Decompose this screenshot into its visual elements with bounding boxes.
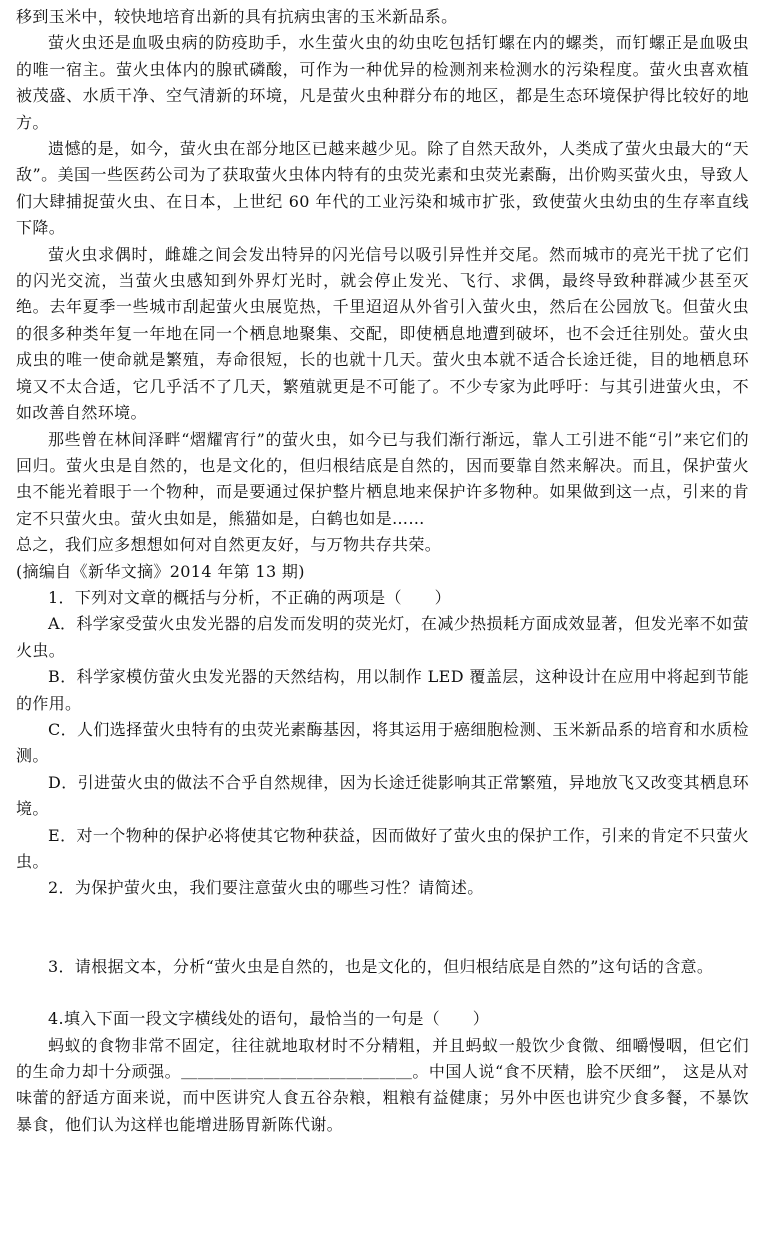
question-1-option-a: A．科学家受萤火虫发光器的启发而发明的荧光灯，在减少热损耗方面成效显著，但发光率不如萤火虫。 <box>16 614 749 660</box>
article-paragraph-4: 那些曾在林间泽畔“熠耀宵行”的萤火虫，如今已与我们渐行渐远，靠人工引进不能“引”来它们的回归。萤火虫是自然的，也是文化的，但归根结底是自然的，因而要靠自然来解决。而且，保护萤火虫不能光着眼于一个物种，而是要通过保护整片栖息地来保护许多物种。如果做到这一点，引来的肯定不只萤火虫。萤火虫如是，熊猫如是，白鹤也如是…… <box>16 429 749 528</box>
answer-space-q3 <box>16 980 749 1006</box>
answer-space-q2 <box>16 902 749 954</box>
question-1-option-e: E．对一个物种的保护必将使其它物种获益，因而做好了萤火虫的保护工作，引来的肯定不只萤火虫。 <box>16 825 749 871</box>
question-4-passage-part-a: 蚂蚁的食物非常不固定，往往就地取材时不分精粗，并且蚂蚁一般饮少食微、细嚼慢咽，但它们的生命力却十分顽强。 <box>16 1035 749 1082</box>
article-paragraph-3: 萤火虫求偶时，雌雄之间会发出特异的闪光信号以吸引异性并交尾。然而城市的亮光干扰了它们的闪光交流，当萤火虫感知到外界灯光时，就会停止发光、飞行、求偶，最终导致种群减少甚至灭绝。去年夏季一些城市刮起萤火虫展览热，千里迢迢从外省引入萤火虫，然后在公园放飞。但萤火虫的很多种类年复一年地在同一个栖息地聚集、交配，即使栖息地遭到破坏，也不会迁往别处。萤火虫成虫的唯一使命就是繁殖，寿命很短，长的也就十几天。萤火虫本就不适合长途迁徙，目的地栖息环境又不太合适，它几乎活不了几天，繁殖就更是不可能了。不少专家为此呼吁：与其引进萤火虫，不如改善自然环境。 <box>16 244 749 423</box>
question-1-option-c: C．人们选择萤火虫特有的虫荧光素酶基因，将其运用于癌细胞检测、玉米新品系的培育和水质检测。 <box>16 719 749 766</box>
question-3: 3．请根据文本，分析“萤火虫是自然的，也是文化的，但归根结底是自然的”这句话的含意。 <box>48 956 714 976</box>
question-4-passage-part-b: 。中国人说“食不厌精，脍不厌细”， 这是从对味蕾的舒适方面来说，而中医讲究人食五谷杂粮，粗粮有益健康；另外中医也讲究少食多餐，不暴饮暴食，他们认为这样也能增进肠胃新陈代谢。 <box>16 1062 749 1134</box>
question-1-stem: 1．下列对文章的概括与分析，不正确的两项是（ ） <box>48 587 451 607</box>
question-2: 2．为保护萤火虫，我们要注意萤火虫的哪些习性？请简述。 <box>48 878 484 898</box>
article-paragraph-2: 遗憾的是，如今，萤火虫在部分地区已越来越少见。除了自然天敌外，人类成了萤火虫最大的“天敌”。美国一些医药公司为了获取萤火虫体内特有的虫荧光素和虫荧光素酶，出价购买萤火虫，导致人们大肆捕捉萤火虫、在日本，上世纪 60 年代的工业污染和城市扩张，致使萤火虫幼虫的生存率直线下降。 <box>16 139 749 238</box>
question-4-stem: 4.填入下面一段文字横线处的语句，最恰当的一句是（ ） <box>48 1009 490 1029</box>
question-4-blank: ＿＿＿＿＿＿＿＿＿＿＿＿＿＿ <box>181 1062 413 1082</box>
question-4-passage <box>16 1033 749 1139</box>
article-paragraph-1: 萤火虫还是血吸虫病的防疫助手，水生萤火虫的幼虫吃包括钉螺在内的螺类，而钉螺正是血吸虫的唯一宿主。萤火虫体内的腺甙磷酸，可作为一种优异的检测剂来检测水的污染程度。萤火虫喜欢植被茂盛、水质干净、空气清新的环境，凡是萤火虫种群分布的地区，都是生态环境保护得比较好的地方。 <box>16 33 749 132</box>
question-1-option-d: D．引进萤火虫的做法不合乎自然规律，因为长途迁徙影响其正常繁殖，异地放飞又改变其栖息环境。 <box>16 772 749 819</box>
article-paragraph-0: 移到玉米中，较快地培育出新的具有抗病虫害的玉米新品系。 <box>16 7 458 26</box>
article-source: (摘编自《新华文摘》2014 年第 13 期) <box>16 561 305 581</box>
article-paragraph-5: 总之，我们应多想想如何对自然更友好，与万物共存共荣。 <box>16 535 442 555</box>
question-1-option-b: B．科学家模仿萤火虫发光器的天然结构，用以制作 LED 覆盖层，这种设计在应用中将起到节能的作用。 <box>16 667 749 713</box>
